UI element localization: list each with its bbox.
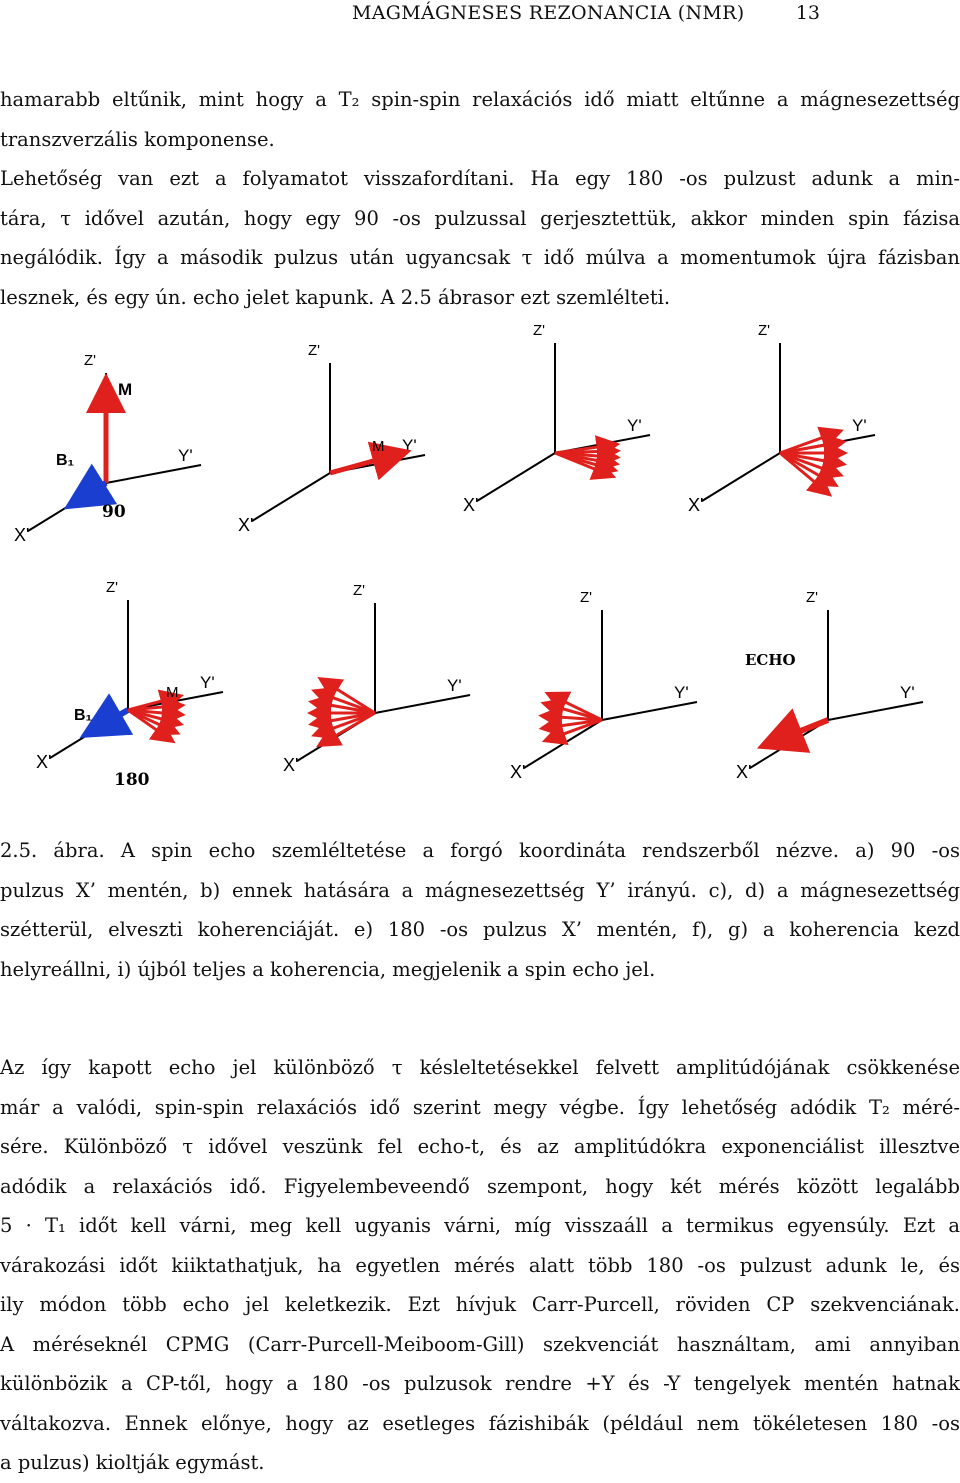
text-line: negálódik. Így a második pulzus után ugyancsak τ idő múlva a momentumok újra fázisban xyxy=(0,246,960,269)
y-axis-label: Y' xyxy=(447,676,462,695)
magnetization-vector xyxy=(780,432,838,453)
z-axis-label: Z' xyxy=(758,322,771,339)
y-axis xyxy=(828,702,923,720)
paragraph-2 xyxy=(0,159,960,317)
text-line: a pulzus) kioltják egymást. xyxy=(0,1451,265,1474)
y-axis-label: Y' xyxy=(402,436,417,455)
running-header: MAGMÁGNESES REZONANCIA (NMR) xyxy=(352,2,745,24)
magnetization-vector xyxy=(768,720,828,744)
caption-line: helyreállni, i) újból teljes a koherencia, megjelenik a spin echo jel. xyxy=(0,957,656,981)
b1-label: B₁ xyxy=(56,452,75,469)
x-axis xyxy=(702,453,780,501)
magnetization-label: M xyxy=(118,380,133,399)
text-line: sére. Különböző τ idővel veszünk fel echo-t, és az amplitúdókra exponenciálist illesztve xyxy=(0,1135,960,1158)
text-line: különbözik a CP-től, hogy a 180 -os pulzusok rendre +Y és -Y tengelyek mentén hatnak xyxy=(0,1372,960,1395)
b1-field-vector xyxy=(90,710,128,732)
y-axis-label: Y' xyxy=(200,673,215,692)
y-axis xyxy=(375,695,470,713)
text-line: tára, τ idővel azután, hogy egy 90 -os pulzussal gerjesztettük, akkor minden spin fázisa xyxy=(0,206,960,230)
b1-field-vector xyxy=(74,483,106,503)
text-line: lesznek, és egy ún. echo jelet kapunk. A 2.5 ábrasor ezt szemlélteti. xyxy=(0,285,671,309)
x-axis xyxy=(477,453,555,501)
magnetization-label: M xyxy=(166,684,179,701)
z-axis-label: Z' xyxy=(308,342,321,359)
paragraph-1 xyxy=(0,80,960,159)
text-line: már a valódi, spin-spin relaxációs idő szerint megy végbe. Így lehetőség adódik T₂ méré- xyxy=(0,1095,960,1119)
magnetization-vector xyxy=(780,442,841,453)
caption-line: pulzus X’ mentén, b) ennek hatására a mágnesezettség Y’ irányú. c), d) a mágnesezettség xyxy=(0,878,960,902)
pulse-180-label: 180 xyxy=(114,770,150,790)
magnetization-vector xyxy=(330,453,402,473)
text-line: ily módon több echo jel keletkezik. Ezt hívjuk Carr-Purcell, röviden CP szekvenciának. xyxy=(0,1293,960,1316)
text-line: A méréseknél CPMG (Carr-Purcell-Meiboom-Gill) szekvenciát használtam, ami annyiban xyxy=(0,1332,960,1356)
text-line: transzverzális komponense. xyxy=(0,127,275,151)
y-axis xyxy=(602,702,697,720)
z-axis-label: Z' xyxy=(353,582,366,599)
paragraph-3 xyxy=(0,1048,960,1483)
x-axis xyxy=(524,720,602,768)
y-axis-label: Y' xyxy=(627,416,642,435)
spin-echo-figure xyxy=(0,322,960,815)
echo-label: ECHO xyxy=(745,651,796,669)
page-number: 13 xyxy=(795,2,820,24)
x-axis-label: X' xyxy=(36,752,52,772)
z-axis-label: Z' xyxy=(533,322,546,339)
x-axis-label: X' xyxy=(688,495,704,515)
text-line: 5 · T₁ időt kell várni, meg kell ugyanis várni, míg visszaáll a termikus egyensúly. Ezt a xyxy=(0,1214,960,1237)
text-line: Lehetőség van ezt a folyamatot visszafordítani. Ha egy 180 -os pulzust adunk a min- xyxy=(0,167,960,190)
b1-label: B₁ xyxy=(74,707,93,724)
text-line: váltakozva. Ennek előnye, hogy az esetleges fázishibák (például nem tökéletesen 180 -os xyxy=(0,1411,960,1435)
text-line: hamarabb eltűnik, mint hogy a T₂ spin-spin relaxációs idő miatt eltűnne a mágnesezettség xyxy=(0,88,960,111)
x-axis xyxy=(252,473,330,521)
caption-line: szétterül, elveszti koherenciáját. e) 180 -os pulzus X’ mentén, f), g) a koherencia kezd xyxy=(0,918,960,941)
y-axis-label: Y' xyxy=(674,683,689,702)
x-axis-label: X' xyxy=(238,515,254,535)
z-axis-label: Z' xyxy=(806,589,819,606)
x-axis-label: X' xyxy=(510,762,526,782)
figure-caption xyxy=(0,831,960,989)
text-line: Az így kapott echo jel különböző τ késleltetésekkel felvett amplitúdójának csökkenése xyxy=(0,1056,960,1079)
z-axis-label: Z' xyxy=(84,352,97,369)
magnetization-label: M xyxy=(372,438,385,455)
text-line: adódik a relaxációs idő. Figyelembeveendő szempont, hogy két mérés között legalább xyxy=(0,1174,960,1198)
y-axis-label: Y' xyxy=(178,446,193,465)
y-axis-label: Y' xyxy=(852,416,867,435)
z-axis-label: Z' xyxy=(106,579,119,596)
z-axis-label: Z' xyxy=(580,589,593,606)
x-axis-label: X' xyxy=(283,755,299,775)
pulse-90-label: 90 xyxy=(102,502,126,522)
x-axis-label: X' xyxy=(736,762,752,782)
x-axis-label: X' xyxy=(14,525,30,545)
x-axis-label: X' xyxy=(463,495,479,515)
y-axis-label: Y' xyxy=(900,683,915,702)
text-line: várakozási időt kiiktathatjuk, ha egyetlen mérés alatt több 180 -os pulzust adunk le, és xyxy=(0,1253,960,1277)
y-axis xyxy=(106,465,201,483)
caption-line: 2.5. ábra. A spin echo szemléltetése a forgó koordináta rendszerből nézve. a) 90 -os xyxy=(0,839,960,862)
